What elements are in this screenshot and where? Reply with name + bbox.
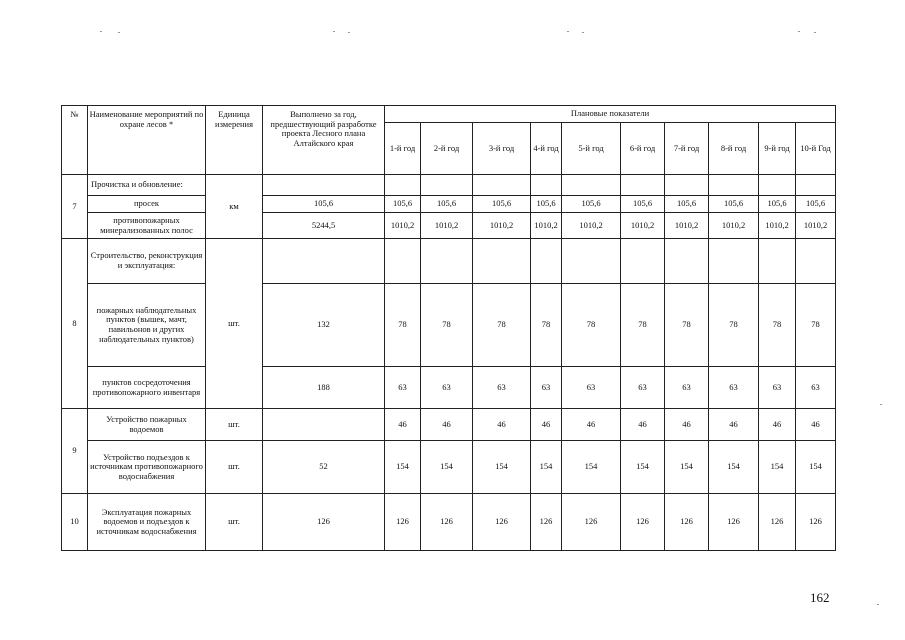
unit-cell: шт. — [206, 441, 263, 494]
plan-value-cell: 1010,2 — [621, 213, 665, 239]
plan-value-cell: 78 — [473, 284, 531, 367]
plan-value-cell: 46 — [665, 409, 709, 441]
plan-value-cell: 78 — [562, 284, 621, 367]
plan-value-cell: 1010,2 — [796, 213, 836, 239]
done-value-cell: 188 — [263, 367, 385, 409]
plan-value-cell: 105,6 — [562, 196, 621, 213]
header-year-8: 8-й год — [709, 123, 759, 175]
scan-speck — [333, 31, 335, 32]
header-year-6: 6-й год — [621, 123, 665, 175]
plan-value-cell: 1010,2 — [385, 213, 421, 239]
header-year-1: 1-й год — [385, 123, 421, 175]
plan-value-cell — [531, 239, 562, 284]
plan-value-cell: 1010,2 — [709, 213, 759, 239]
plan-value-cell: 126 — [759, 494, 796, 551]
row-number-cell: 8 — [62, 239, 88, 409]
plan-value-cell: 1010,2 — [531, 213, 562, 239]
table-body — [62, 175, 836, 551]
plan-value-cell: 63 — [562, 367, 621, 409]
plan-value-cell — [621, 175, 665, 196]
table-row — [62, 367, 836, 409]
activity-name-cell: Устройство пожарных водоемов — [88, 409, 206, 441]
plan-value-cell: 1010,2 — [759, 213, 796, 239]
plan-value-cell: 46 — [759, 409, 796, 441]
activity-name-cell: пунктов сосредоточения противопожарного инвентаря — [88, 367, 206, 409]
plan-value-cell: 126 — [562, 494, 621, 551]
plan-value-cell: 78 — [421, 284, 473, 367]
plan-value-cell: 154 — [665, 441, 709, 494]
plan-value-cell: 154 — [385, 441, 421, 494]
page-number: 162 — [810, 590, 830, 605]
done-value-cell — [263, 409, 385, 441]
plan-value-cell: 126 — [665, 494, 709, 551]
activity-name-cell: Строительство, реконструкция и эксплуатация: — [88, 239, 206, 284]
table-row — [62, 239, 836, 284]
plan-value-cell: 46 — [796, 409, 836, 441]
table-row — [62, 213, 836, 239]
plan-value-cell: 46 — [473, 409, 531, 441]
plan-value-cell: 105,6 — [665, 196, 709, 213]
row-number-cell: 9 — [62, 409, 88, 494]
forest-protection-plan-table — [61, 105, 836, 551]
row-number-cell: 7 — [62, 175, 88, 239]
plan-value-cell: 154 — [621, 441, 665, 494]
plan-value-cell: 126 — [421, 494, 473, 551]
scan-speck — [814, 32, 816, 33]
activity-name-cell: Эксплуатация пожарных водоемов и подъездов к источникам водоснабжения — [88, 494, 206, 551]
plan-value-cell — [531, 175, 562, 196]
plan-value-cell — [421, 239, 473, 284]
plan-value-cell — [796, 175, 836, 196]
plan-value-cell: 63 — [709, 367, 759, 409]
plan-value-cell: 63 — [421, 367, 473, 409]
table-row — [62, 441, 836, 494]
activity-name-cell: пожарных наблюдательных пунктов (вышек, мачт, павильонов и других наблюдательных пунктов) — [88, 284, 206, 367]
scan-speck — [582, 32, 584, 33]
scan-speck — [877, 604, 879, 605]
unit-cell: шт. — [206, 494, 263, 551]
plan-value-cell: 78 — [621, 284, 665, 367]
plan-value-cell: 105,6 — [473, 196, 531, 213]
plan-value-cell: 154 — [531, 441, 562, 494]
plan-value-cell: 63 — [796, 367, 836, 409]
plan-value-cell: 105,6 — [796, 196, 836, 213]
plan-value-cell: 126 — [385, 494, 421, 551]
scan-speck — [880, 404, 882, 405]
header-year-9: 9-й год — [759, 123, 796, 175]
plan-value-cell: 154 — [709, 441, 759, 494]
plan-value-cell — [759, 175, 796, 196]
plan-value-cell: 46 — [562, 409, 621, 441]
unit-cell: шт. — [206, 239, 263, 409]
header-year-2: 2-й год — [421, 123, 473, 175]
table-row — [62, 175, 836, 196]
plan-value-cell: 126 — [709, 494, 759, 551]
plan-value-cell: 154 — [421, 441, 473, 494]
activity-name-cell: противопожарных минерализованных полос — [88, 213, 206, 239]
plan-value-cell — [709, 175, 759, 196]
plan-value-cell: 105,6 — [709, 196, 759, 213]
plan-value-cell — [562, 239, 621, 284]
header-unit: Единица измерения — [206, 106, 263, 175]
plan-value-cell: 63 — [531, 367, 562, 409]
scan-speck — [567, 31, 569, 32]
plan-value-cell — [473, 239, 531, 284]
plan-value-cell: 105,6 — [385, 196, 421, 213]
plan-value-cell: 78 — [385, 284, 421, 367]
activity-name-cell: Устройство подъездов к источникам противопожарного водоснабжения — [88, 441, 206, 494]
plan-value-cell: 126 — [531, 494, 562, 551]
row-number-cell: 10 — [62, 494, 88, 551]
done-value-cell — [263, 239, 385, 284]
done-value-cell: 132 — [263, 284, 385, 367]
plan-value-cell: 78 — [796, 284, 836, 367]
table-row — [62, 494, 836, 551]
plan-value-cell: 63 — [665, 367, 709, 409]
plan-value-cell: 63 — [759, 367, 796, 409]
plan-value-cell: 154 — [759, 441, 796, 494]
header-year-7: 7-й год — [665, 123, 709, 175]
plan-value-cell: 126 — [796, 494, 836, 551]
plan-value-cell — [665, 239, 709, 284]
scan-speck — [348, 32, 350, 33]
plan-value-cell — [473, 175, 531, 196]
plan-value-cell: 63 — [385, 367, 421, 409]
table-row — [62, 196, 836, 213]
plan-value-cell: 78 — [531, 284, 562, 367]
plan-value-cell: 126 — [473, 494, 531, 551]
header-year-10: 10-й Год — [796, 123, 836, 175]
table-row — [62, 409, 836, 441]
header-activity-name: Наименование мероприятий по охране лесов * — [88, 106, 206, 175]
plan-value-cell: 63 — [473, 367, 531, 409]
unit-cell: км — [206, 175, 263, 239]
plan-value-cell: 154 — [562, 441, 621, 494]
plan-value-cell — [665, 175, 709, 196]
plan-value-cell: 126 — [621, 494, 665, 551]
plan-value-cell: 78 — [759, 284, 796, 367]
scan-speck — [118, 32, 120, 33]
done-value-cell — [263, 175, 385, 196]
done-value-cell: 126 — [263, 494, 385, 551]
header-done-previous-year: Выполнено за год, предшествующий разработке проекта Лесного плана Алтайского края — [263, 106, 385, 175]
scan-speck — [100, 31, 102, 32]
scan-speck — [798, 31, 800, 32]
plan-value-cell: 105,6 — [421, 196, 473, 213]
plan-value-cell — [621, 239, 665, 284]
plan-value-cell: 78 — [665, 284, 709, 367]
plan-value-cell — [562, 175, 621, 196]
plan-value-cell — [759, 239, 796, 284]
done-value-cell: 52 — [263, 441, 385, 494]
plan-value-cell: 105,6 — [531, 196, 562, 213]
done-value-cell: 5244,5 — [263, 213, 385, 239]
plan-value-cell: 1010,2 — [665, 213, 709, 239]
plan-value-cell: 1010,2 — [562, 213, 621, 239]
plan-value-cell — [796, 239, 836, 284]
plan-value-cell: 105,6 — [759, 196, 796, 213]
plan-value-cell: 154 — [796, 441, 836, 494]
header-number: № — [62, 106, 88, 175]
plan-value-cell: 78 — [709, 284, 759, 367]
table-row — [62, 284, 836, 367]
header-planned-indicators: Плановые показатели — [385, 106, 836, 123]
plan-value-cell: 46 — [531, 409, 562, 441]
plan-value-cell: 63 — [621, 367, 665, 409]
plan-value-cell — [421, 175, 473, 196]
header-year-5: 5-й год — [562, 123, 621, 175]
activity-name-cell: просек — [88, 196, 206, 213]
plan-value-cell: 105,6 — [621, 196, 665, 213]
plan-value-cell: 1010,2 — [473, 213, 531, 239]
plan-value-cell: 1010,2 — [421, 213, 473, 239]
plan-value-cell: 154 — [473, 441, 531, 494]
activity-name-cell: Прочистка и обновление: — [88, 175, 206, 196]
plan-value-cell: 46 — [621, 409, 665, 441]
header-year-4: 4-й год — [531, 123, 562, 175]
plan-value-cell: 46 — [709, 409, 759, 441]
plan-value-cell — [385, 175, 421, 196]
plan-value-cell — [385, 239, 421, 284]
table-header — [62, 106, 836, 175]
plan-value-cell: 46 — [421, 409, 473, 441]
header-year-3: 3-й год — [473, 123, 531, 175]
plan-value-cell — [709, 239, 759, 284]
done-value-cell: 105,6 — [263, 196, 385, 213]
unit-cell: шт. — [206, 409, 263, 441]
plan-value-cell: 46 — [385, 409, 421, 441]
